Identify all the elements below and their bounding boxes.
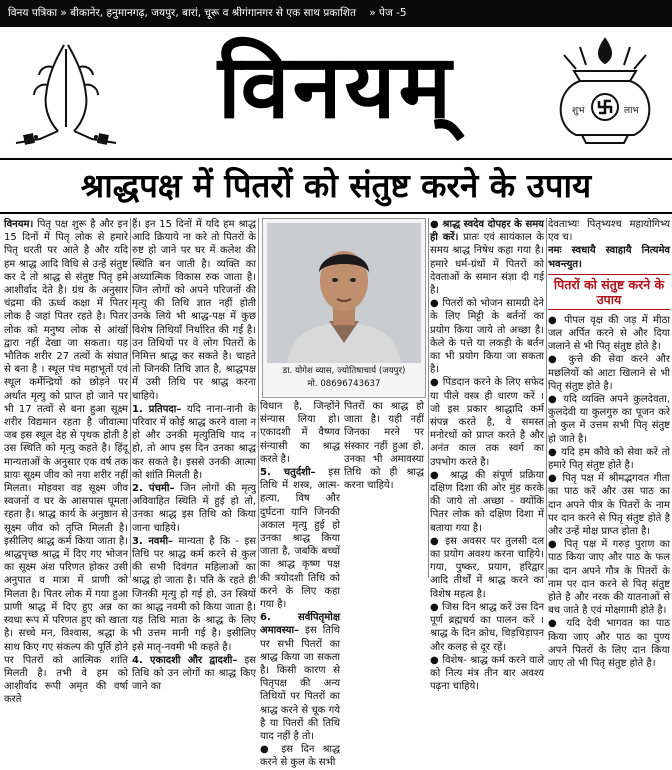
point-2-text: जिन लोगों की मृत्यु अविवाहित स्थिति में हुई हो तो, उनका श्राद्ध इस तिथि को किया जाना चाहिये। <box>132 483 256 534</box>
masthead <box>0 27 672 154</box>
headline: श्राद्धपक्ष में पितरों को संतुष्ट करने के उपाय <box>80 166 592 205</box>
dateline: विनयम। <box>4 219 34 230</box>
masthead-title: विनयम् <box>217 35 455 138</box>
tip-4: ● श्राद्ध की संपूर्ण प्रक्रिया दक्षिण दिशा की ओर मुंह करके की जाये तो अच्छा - क्योंकि पितर लोक को दक्षिण दिशा में बताया गया है। <box>430 469 544 534</box>
bullet-text: ● इस दिन श्राद्ध करने से कुल के सभी <box>260 744 340 769</box>
point-6-text: इस तिथि पर सभी पितरों का श्राद्ध किया जा सकता है। किसी कारण से पितृपक्ष की अन्य तिथियों पर पितरों का श्राद्ध करने से चूक गये है या पितरों की तिथि याद नहीं है तो। <box>260 625 340 743</box>
tip-1-lead: ● श्राद्ध स्वदेव दोपहर के समय ही करें। <box>430 219 544 244</box>
tip-6: ● जिस दिन श्राद्ध करें उस दिन पूर्ण ब्रह्मचर्य का पालन करें । श्राद्ध के दिन क्रोध, चिड़चिड़ापन और कलह से दूर रहें। <box>430 601 544 653</box>
remedy-item: ● पितृ पक्ष में गरुड़ पुराण का पाठ किया जाए और पाठ के फल का दान अपने गौत्र के पितरों के नाम पर दान करने से पितृ संतुष्ट होते है और नरक की यातनाओं से बच जाते है एवं मोक्षगामी होते है। <box>548 539 670 617</box>
column-3-text: विधान है, जिन्होंने संन्यास लिया हो। एकादशी में वैष्णव संन्यासी का श्राद्ध करते है। <box>260 401 340 465</box>
article-columns-3-4 <box>260 400 426 769</box>
remedy-item: ● यदि हम कौवे को सेवा करें तो हमारे पितृ संतुष्ट होते है। <box>548 446 670 472</box>
tip-3: ● पिंडदान करने के लिए सफेद या पीले वस्त्र ही धारण करें । जो इस प्रकार श्राद्धादि कर्म संपन्न करते है, वे समस्त मनोरथों को प्राप्त करते है और अनंत काल तक स्वर्ग का उपभोग करते है। <box>430 377 544 468</box>
tip-7: ● विशेष- श्राद्ध कर्म करने वाले को नित्य मंत्र तीन बार अवश्य पढ़ना चाहिये। <box>430 654 544 693</box>
shloka-line-2: नमः स्वधायै स्वाहायै नित्यमेव भवन्त्युत। <box>548 245 670 270</box>
author-name: डा. योगेश व्यास, ज्योतिषाचार्य (जयपुर) <box>282 366 406 376</box>
article-column-4-continued <box>344 400 424 578</box>
remedy-item: ● कुत्ते की सेवा करने और मछलियों को आटा खिलाने से भी पितृ संतुष्ट होते है। <box>548 354 670 392</box>
tip-5: ● इस अवसर पर तुलसी दल का प्रयोग अवश्य करना चाहिये। गया, पुष्कर, प्रयाग, हरिद्वार आदि तीर्थों में श्राद्ध करने का विशेष महत्व है। <box>430 535 544 600</box>
tip-1-text: प्रातः एवं सायंकाल के समय श्राद्ध निषेध कहा गया है। हमारे धर्म-ग्रंथों में पितरों को देवताओं के समान संज्ञा दी गई है। <box>430 232 544 297</box>
author-portrait-image <box>267 223 421 363</box>
kalash-icon <box>546 35 664 147</box>
point-1-text: यदि नाना-नानी के परिवार में कोई श्राद्ध करने वाला न हो और उनकी मृत्युतिथि याद न हो, तो आप इस दिन उनका श्राद्ध कर सकते है। इससे उनकी आत्मा को शांति मिलती है। <box>132 403 256 481</box>
namaste-hands-icon <box>6 35 126 147</box>
column-rule <box>130 218 131 578</box>
point-2-lead: 2. पंचमी– <box>132 483 175 495</box>
column-rule <box>428 218 429 578</box>
remedy-item: ● पितृ पक्ष में श्रीमद्भगवत गीता का पाठ करें और उस पाठ का दान अपने पीत्र के पितरों के नाम पर दान करने से पितृ संतुष्ट होते है और उन्हें मोक्ष प्राप्त होता है। <box>548 473 670 538</box>
sidebar-column <box>548 218 670 670</box>
shloka <box>548 218 670 271</box>
tip-2: ● पितरों को भोजन सामग्री देने के लिए मिट्टी के बर्तनों का प्रयोग किया जाये तो अच्छा है। केले के पत्ते या लकड़ी के बर्तन का भी प्रयोग किया जा सकता है। <box>430 298 544 376</box>
article-column-1 <box>4 218 128 706</box>
author-photo-box <box>262 218 426 398</box>
remedy-item: ● यदि व्यक्ति अपने कुलदेवता, कुलदेवी या कुलगुरु का पूजन करे तो कुल में उत्तम सभी पितृ संतुष्ट हो जाते है। <box>548 394 670 445</box>
remedy-item: ● यदि देवी भागवत का पाठ किया जाए और पाठ का पुण्य अपने पितरों के लिए दान किया जाए तो भी पितृ संतुष्ट होते है। <box>548 618 670 670</box>
shloka-line-1: देवताभ्यः पितृभ्यश्च महायोगिभ्य एव च। <box>548 219 670 244</box>
point-1-lead: 1. प्रतिपदा– <box>132 403 182 415</box>
svg-text:शुभ: शुभ <box>572 106 585 116</box>
point-3-text: मान्यता है कि - इस तिथि पर श्राद्ध कर्म करने से कुल की सभी दिवंगत महिलाओं का श्राद्ध हो जाता है। पति के रहते ही जिनकी मृत्यु हो गई हो, उन स्त्रियों का श्राद्ध नवमी को किया जाता है। यह तिथि माता के श्राद्ध के लिए भी उत्तम मानी गई है। इसीलिए इसे मातृ-नवमी भी कहते है। <box>132 535 256 653</box>
publication-line: विनय पत्रिका » बीकानेर, हनुमानगढ़, जयपुर, बारां, चूरू व श्रीगंगानगर से एक साथ प्रकाशित <box>8 7 356 19</box>
remedy-item: ● पीपल वृक्ष की जड़ में मीठा जल अर्पित करने से और दिया जलाने से भी पितृ संतुष्ट होते है। <box>548 314 670 353</box>
svg-text:लाभ: लाभ <box>624 106 639 116</box>
column-rule <box>546 218 547 578</box>
point-6-lead: 6. सर्वपितृमोक्ष अमावस्या– <box>260 612 340 637</box>
point-5-lead: 5. चतुर्दशी– <box>260 467 316 479</box>
column-rule <box>258 218 259 578</box>
column-1-text: पितृ पक्ष शुरू है और इन 15 दिनों में पितृ लोक से हमारे पितृ धरती पर आते है और यदि हम श्राद्ध आदि विधि से उन्हें संतुष्ट कर दे तो श्राद्ध से संतुष्ट पितृ हमे आशीर्वाद देते है। ग्रंथ के अनुसार चंद्रमा की ऊर्ध्व कक्षा में पितर लोक है जहां पितर रहते है। पितर लोक को मनुष्य लोक से आंखों द्वारा नहीं देखा जा सकता। यह भौतिक शरीर 27 तत्वों के संघात से बना है । स्थूल पंच महाभूतों एवं स्थूल कर्मेन्द्रियों को छोड़ने पर अर्थात मृत्यु को प्राप्त हो जाने पर भी 17 तत्वों से बना हुआ सूक्ष्म शरीर विद्यमान रहता है जीवात्मा जब इस स्थूल देह से पृथक होती है उस स्थिति को मृत्यु कहते है। हिंदू मान्यताओं के अनुसार एक वर्ष तक प्रायः सूक्ष्म जीव को नया शरीर नहीं मिलता। मोहवश वह सूक्ष्म जीव स्वजनों व घर के आसपास घूमता रहता है। श्राद्ध कार्य के अनुष्ठान से सूक्ष्म जीव को तृप्ति मिलती है। इसीलिए श्राद्ध कर्म किया जाता है। श्राद्धपृच्छ श्राद्ध में दिए गए भोजन का सूक्ष्म अंश परिणत होकर उसी अनुपात व मात्रा में प्राणी को मिलता है। पितर लोक में गया हुआ प्राणी श्राद्ध में दिए हुए अन्न का स्वधा रूप में परिणत हुए को खाता है। सच्चे मन, विश्वास, श्रद्धा के साथ किए गए संकल्प की पूर्ति होने पर पितरों को आत्मिक शांति मिलती है। तभी वे हम को आशीर्वाद रूपी अमृत की वर्षा करते <box>4 219 128 706</box>
point-3-lead: 3. नवमी– <box>132 535 174 547</box>
point-4-lead: 4. एकादशी और द्वादशी– <box>132 654 238 666</box>
photo-caption <box>267 365 421 391</box>
article-column-2 <box>132 218 256 693</box>
point-4-text: इस तिथि को उन लोगों का श्राद्ध किए जाने का <box>132 654 256 693</box>
column-2-intro: हैं। इन 15 दिनों में यदि हम श्राद्ध आदि क्रियाये ना करे तो पितरों के रुष्ट हो जाने पर घर में कलेश की स्थिति बन जाती है। व्यक्ति का अध्यात्मिक विकास रुक जाता है। जिन लोगों को अपने परिजनों की मृत्यु की तिथि ज्ञात नहीं होती उनके लिये भी श्राद्ध-पक्ष में कुछ विशेष तिथियाँ निर्धारित की गई है। उन तिथियों पर वे लोग पितरों के निमित्त श्राद्ध कर सकते है। चाहते तो जिनकी तिथि ज्ञात है, श्राद्धपक्ष में उसी तिथि पर श्राद्ध करना चाहिये। <box>132 219 256 402</box>
page-number: » पेज -5 <box>369 7 407 19</box>
article-column-5 <box>430 218 544 693</box>
remedies-list <box>548 314 670 670</box>
top-banner <box>0 0 672 27</box>
point-5-text: इस तिथि में शस्त्र, आत्म-हत्या, विष और दुर्घटना यानि जिनकी अकाल मृत्यु हुई हो उनका श्राद्ध किया जाता है, जबकि बच्चों का श्राद्ध कृष्ण पक्ष की त्रयोदशी तिथि को करने के लिए कहा गया है। <box>260 467 340 611</box>
article-column-3 <box>260 400 340 769</box>
column-4-text: पितरों का श्राद्ध हो जाता है। यही नहीं जिनका मरने पर संस्कार नहीं हुआ हो, उनका भी अमावस्या तिथि को ही श्राद्ध करना चाहिये। <box>344 401 424 492</box>
sidebar-box-title: पितरों को संतुष्ट करने के उपाय <box>548 274 670 310</box>
author-phone: मो. 08696743637 <box>307 379 381 389</box>
